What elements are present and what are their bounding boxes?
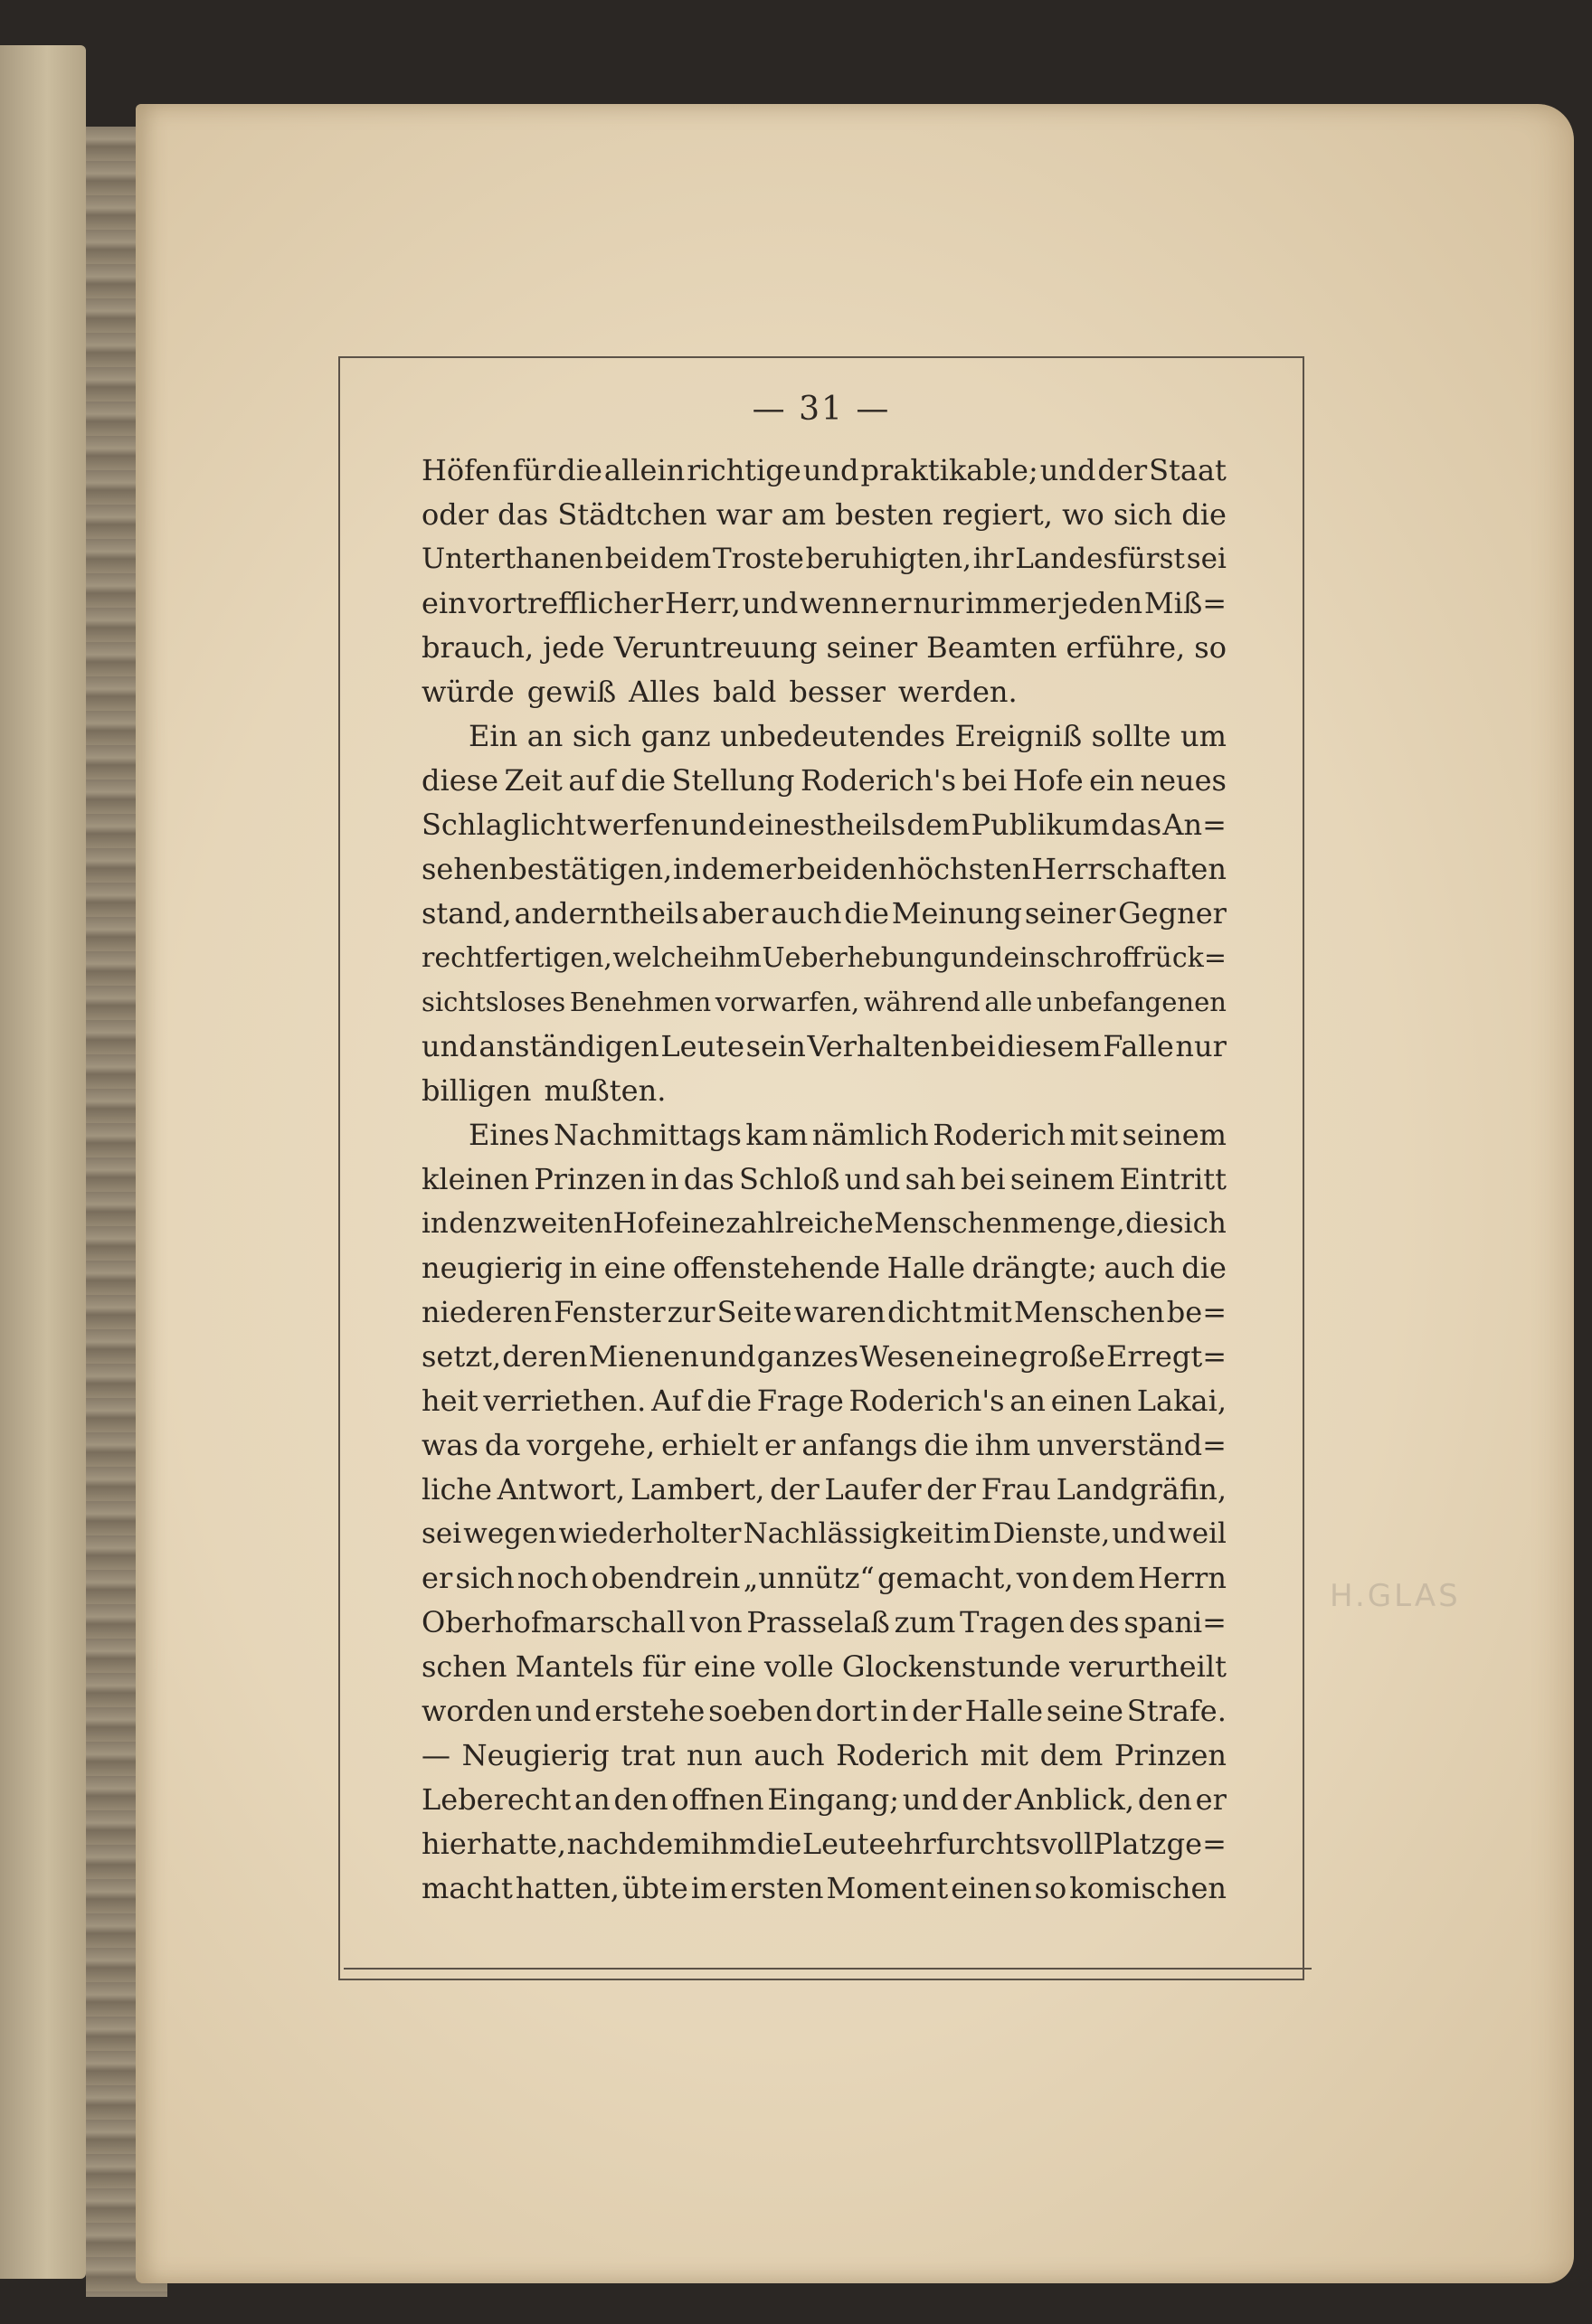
text-line: diese Zeit auf die Stellung Roderich's bei Hofe ein neues <box>422 763 1227 798</box>
text-line: in den zweiten Hof eine zahlreiche Menschenmenge, die sich <box>422 1207 1227 1240</box>
text-line: Eines Nachmittags kam nämlich Roderich mit seinem <box>469 1118 1227 1152</box>
text-line: neugierig in eine offenstehende Halle drängte; auch die <box>422 1251 1227 1285</box>
text-line: macht hatten, übte im ersten Moment einen so komischen <box>422 1871 1227 1905</box>
text-line: sei wegen wiederholter Nachlässigkeit im Dienste, und weil <box>422 1517 1227 1550</box>
text-line: Schlaglicht werfen und einestheils dem Publikum das An= <box>422 808 1227 842</box>
text-line: ein vortrefflicher Herr, und wenn er nur immer jeden Miß= <box>422 586 1227 620</box>
text-line: würde gewiß Alles bald besser werden. <box>422 675 1018 709</box>
text-line: stand, anderntheils aber auch die Meinung seiner Gegner <box>422 896 1227 931</box>
text-line: kleinen Prinzen in das Schloß und sah bei seinem Eintritt <box>422 1162 1227 1196</box>
text-line: Leberecht an den offnen Eingang; und der Anblick, den er <box>422 1782 1227 1817</box>
library-stamp: H.GLAS <box>1330 1578 1461 1614</box>
body-text <box>422 449 1227 1911</box>
text-line: sehen bestätigen, in dem er bei den höchsten Herrschaften <box>422 852 1227 886</box>
text-line: rechtfertigen, welche ihm Ueberhebung und ein schroff rück= <box>422 942 1227 974</box>
text-line: Oberhofmarschall von Prasselaß zum Tragen des spani= <box>422 1605 1227 1639</box>
text-line: — Neugierig trat nun auch Roderich mit dem Prinzen <box>422 1738 1227 1772</box>
text-line: liche Antwort, Lambert, der Laufer der Frau Landgräfin, <box>422 1472 1227 1507</box>
text-line: heit verriethen. Auf die Frage Roderich's an einen Lakai, <box>422 1384 1227 1418</box>
text-line: Unterthanen bei dem Troste beruhigten, ihr Landesfürst sei <box>422 543 1227 575</box>
text-line: sichtsloses Benehmen vorwarfen, während alle unbefangenen <box>422 987 1227 1017</box>
text-line: Ein an sich ganz unbedeutendes Ereigniß sollte um <box>469 719 1227 753</box>
text-line: schen Mantels für eine volle Glockenstunde verurtheilt <box>422 1649 1227 1684</box>
text-line: oder das Städtchen war am besten regiert, wo sich die <box>422 497 1227 532</box>
page-number: — 31 — <box>752 391 891 428</box>
text-line: brauch, jede Veruntreuung seiner Beamten erführe, so <box>422 630 1227 665</box>
text-line: billigen mußten. <box>422 1073 667 1108</box>
text-line: Höfen für die allein richtige und praktikable; und der Staat <box>422 453 1227 487</box>
frame-bottom-rule <box>344 1968 1312 1970</box>
text-line: und anständigen Leute sein Verhalten bei diesem Falle nur <box>422 1029 1227 1063</box>
adjacent-page-edge <box>0 45 86 2279</box>
text-line: was da vorgehe, erhielt er anfangs die ihm unverständ= <box>422 1428 1227 1462</box>
text-line: worden und erstehe soeben dort in der Halle seine Strafe. <box>422 1694 1227 1728</box>
text-line: er sich noch obendrein „unnütz“ gemacht, von dem Herrn <box>422 1561 1227 1595</box>
text-line: niederen Fenster zur Seite waren dicht mit Menschen be= <box>422 1295 1227 1329</box>
text-line: hier hatte, nachdem ihm die Leute ehrfurchtsvoll Platz ge= <box>422 1827 1227 1861</box>
text-line: setzt, deren Mienen und ganzes Wesen eine große Erregt= <box>422 1339 1227 1374</box>
